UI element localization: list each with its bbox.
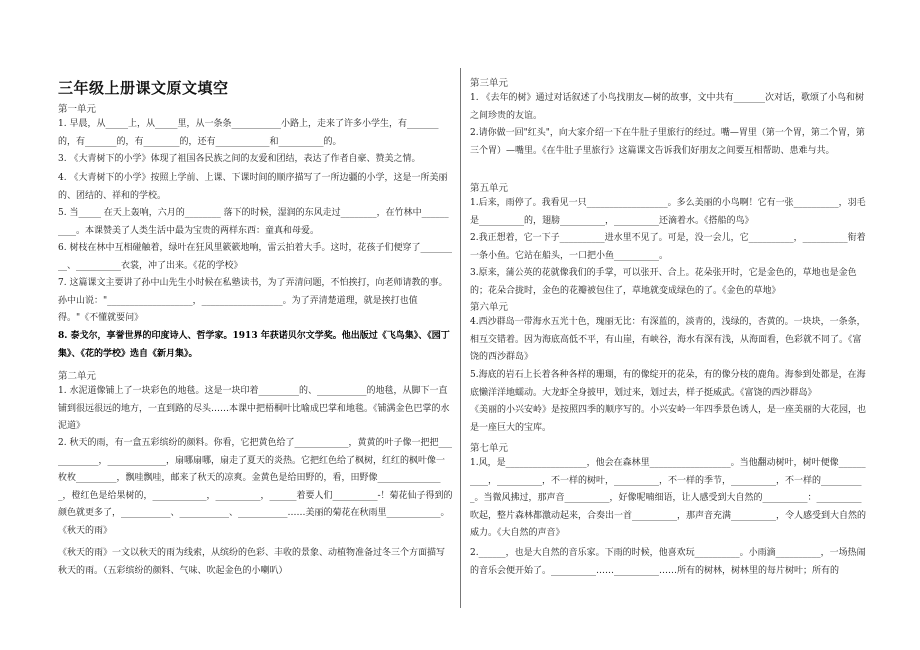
unit-heading-1: 第一单元 (58, 104, 97, 115)
unit-heading-5: 第五单元 (470, 183, 509, 194)
question-7-2: 2.______，也是大自然的音乐家。下雨的时候，他喜欢玩__________。小雨滴__________，一场热闹的音乐会便开始了。__________……__________……所有的树林，树林里的每片树叶；所有的 (470, 548, 866, 576)
question-1-3: 3. 《大青树下的小学》体现了祖国各民族之间的友爱和团结，表达了作者自豪、赞美之情。 (58, 154, 421, 164)
question-6-6: 《美丽的小兴安岭》是按照四季的顺序写的。小兴安岭一年四季景色诱人，是一座美丽的大花园，也是一座巨大的宝库。 (470, 405, 867, 433)
question-6-4: 4.西沙群岛一带海水五光十色，瑰丽无比：有深蓝的，淡青的，浅绿的，杏黄的。一块块，一条条，相互交错着。因为海底高低不平，有山崖，有峡谷，海水有深有浅，从海面看，色彩就不同了。《富饶的西沙群岛》 (470, 317, 866, 362)
question-2-2: 2. 秋天的雨，有一盒五彩缤纷的颜料。你看，它把黄色给了____________，黄黄的叶子像一把把____________，_____________，扇哪扇哪，扇走了夏天的炎热。它把红色给了枫树，红红的枫叶像一枚枚_________，飘哇飘哇，邮来了秋天的凉爽。金黄色是给田野的，看，田野像_______________，橙红色是给果树的，____________，__________，______着要人们__________-！菊花仙子得到的颜色就更多了，___________、___________、___________……美丽的菊花在秋雨里____________。《秋天的雨》 (58, 438, 453, 536)
question-5-2: 2.我正想着，它一下子__________进水里不见了。可是，没一会儿，它__________，__________衔着一条小鱼。它站在船头，一口把小鱼__________。 (470, 233, 866, 261)
question-2-1: 1. 水泥道像铺上了一块彩色的地毯。这是一块印着_________的、___________的地毯，从脚下一直铺到很远很远的地方，一直到路的尽头……本课中把梧桐叶比喻成巴掌和地毯。《铺满金色巴掌的水泥道》 (58, 386, 450, 431)
question-1-5: 5. 当_____ 在天上轰响，六月的________ 落下的时候，湿润的东风走过________，在竹林中__________。本课赞美了人类生活中最为宝贵的两样东西：童真和母爱。 (58, 208, 449, 236)
question-1-8: 8. 泰戈尔，享誉世界的印度诗人、哲学家。1913 年获诺贝尔文学奖。他出版过《飞鸟集》、《园丁集》、《花的学校》选自《新月集》。 (58, 331, 450, 359)
question-1-6: 6. 树枝在林中互相碰触着，绿叶在狂风里簌簌地响，雷云拍着大手。这时，花孩子们便穿了_________、__________衣裳，冲了出来。《花的学校》 (58, 243, 452, 271)
column-divider (460, 68, 461, 608)
question-3-2: 2.请你做一回"红头"，向大家介绍一下在牛肚子里旅行的经过。嘴—胃里（第一个胃，第二个胃，第三个胃）—嘴里。《在牛肚子里旅行》这篇课文告诉我们好朋友之间要互相帮助、患难与共。 (470, 128, 865, 156)
question-6-5: 5.海底的岩石上长着各种各样的珊瑚，有的像绽开的花朵，有的像分枝的鹿角。海参到处都是，在海底懒洋洋地蠕动。大龙虾全身披甲，划过来，划过去，样子挺威武。《富饶的西沙群岛》 (470, 370, 866, 398)
question-2-3: 《秋天的雨》一文以秋天的雨为线索，从缤纷的色彩、丰收的景象、动植物准备过冬三个方面描写秋天的雨。（五彩缤纷的颜料、气味、吹起金色的小喇叭） (58, 548, 446, 576)
question-5-3: 3.原来，蒲公英的花就像我们的手掌，可以张开、合上。花朵张开时，它是金色的，草地也是金色的；花朵合拢时，金色的花瓣被包住了，草地就变成绿色的了。《金色的草地》 (470, 268, 857, 296)
question-1-4: 4. 《大青树下的小学》按照上学前、上课、下课时间的顺序描写了一所边疆的小学，这是一所美丽的、团结的、祥和的学校。 (58, 173, 448, 201)
question-3-1: 1. 《去年的树》通过对话叙述了小鸟找朋友—树的故事，文中共有_______次对话，歌颂了小鸟和树之间珍贵的友谊。 (470, 93, 864, 121)
question-5-1: 1.后来，雨停了。我看见一只__________________。多么美丽的小鸟啊！它有一张__________，羽毛是__________的，翅膀__________，__________还滴着水。《搭船的鸟》 (470, 198, 866, 226)
unit-heading-7: 第七单元 (470, 443, 509, 454)
question-1-7: 7. 这篇课文主要讲了孙中山先生小时候在私塾读书，为了弄清问题，不怕挨打，向老师请教的事。孙中山说："___________________，__________________。为了弄清楚道理，就是挨打也值得。"《不懂就要问》 (58, 278, 448, 323)
page-title: 三年级上册课文原文填空 (58, 79, 229, 97)
question-7-1: 1.风，是__________________，他会在森林里__________________。当他翻动树叶，树叶便像__________，__________，不一样的树叶，__________，不一样的季节，__________，不一样的__________。当微风拂过，那声音__________，好像呢喃细语，让人感受到大自然的__________：__________吹起，整片森林都激动起来，合奏出一首__________，那声音充满__________，令人感受到大自然的威力。《大自然的声音》 (470, 458, 867, 538)
question-1-1: 1. 早晨，从_____上，从_____里，从一条条___________小路上，走来了许多小学生，有_______的，有_______的，有________的，还有____________和__________的。 (58, 119, 439, 147)
unit-heading-2: 第二单元 (58, 371, 97, 382)
unit-heading-6: 第六单元 (470, 302, 509, 313)
unit-heading-3: 第三单元 (470, 78, 509, 89)
